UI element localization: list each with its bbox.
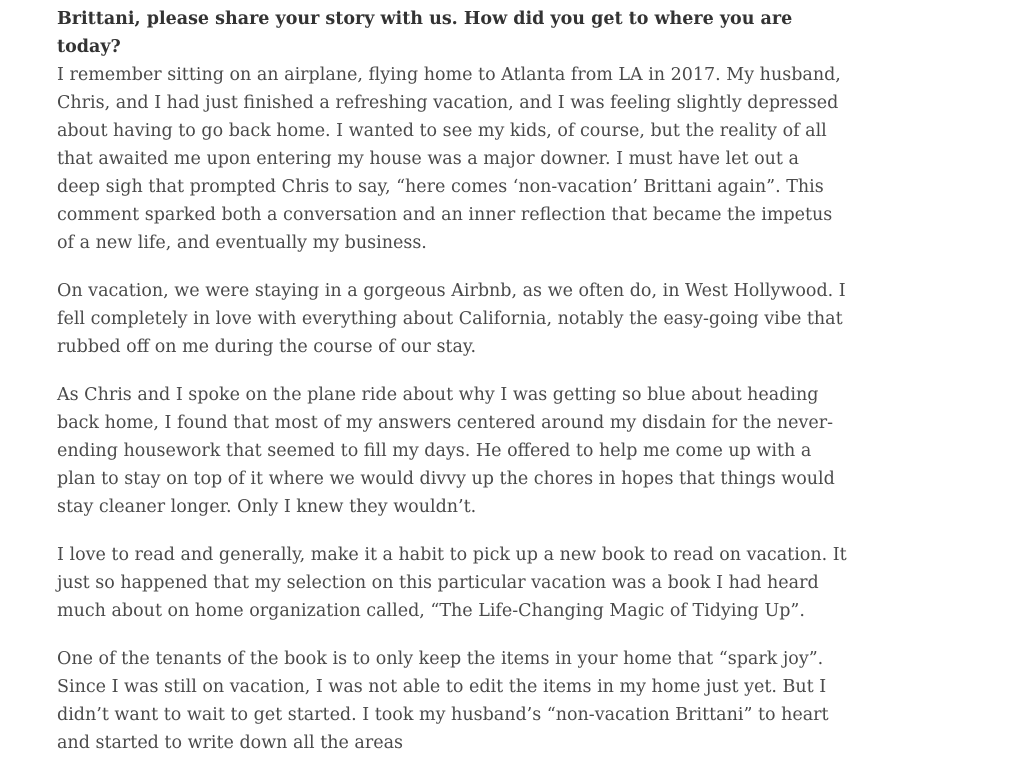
- paragraph-5: One of the tenants of the book is to only keep the items in your home that “spark joy”. Since I was still on vacation, I was not able to edit the items in my home just yet. But I didn’t want to wait to get started. I took my husband’s “non-vacation Brittani” to heart and started to write down all the areas: [57, 649, 829, 753]
- paragraph-4: I love to read and generally, make it a habit to pick up a new book to read on vacation. It just so happened that my selection on this particular vacation was a book I had heard much about on home organization called, “The Life-Changing Magic of Tidying Up”.: [57, 545, 847, 621]
- paragraph-1: I remember sitting on an airplane, flying home to Atlanta from LA in 2017. My husband, Chris, and I had just finished a refreshing vacation, and I was feeling slightly depressed about having to go back home. I wanted to see my kids, of course, but the reality of all that awaited me upon entering my house was a major downer. I must have let out a deep sigh that prompted Chris to say, “here comes ‘non-vacation’ Brittani again”. This comment sparked both a conversation and an inner reflection that became the impetus of a new life, and eventually my business.: [57, 65, 841, 253]
- paragraph-3: As Chris and I spoke on the plane ride about why I was getting so blue about heading back home, I found that most of my answers centered around my disdain for the never-ending housework that seemed to fill my days. He offered to help me come up with a plan to stay on top of it where we would divvy up the chores in hopes that things would stay cleaner longer. Only I knew they wouldn’t.: [57, 385, 835, 517]
- interview-question: Brittani, please share your story with us. How did you get to where you are today?: [57, 9, 793, 57]
- paragraph-2: On vacation, we were staying in a gorgeous Airbnb, as we often do, in West Hollywood. I fell completely in love with everything about California, notably the easy-going vibe that rubbed off on me during the course of our stay.: [57, 281, 846, 357]
- article-body: [57, 5, 847, 777]
